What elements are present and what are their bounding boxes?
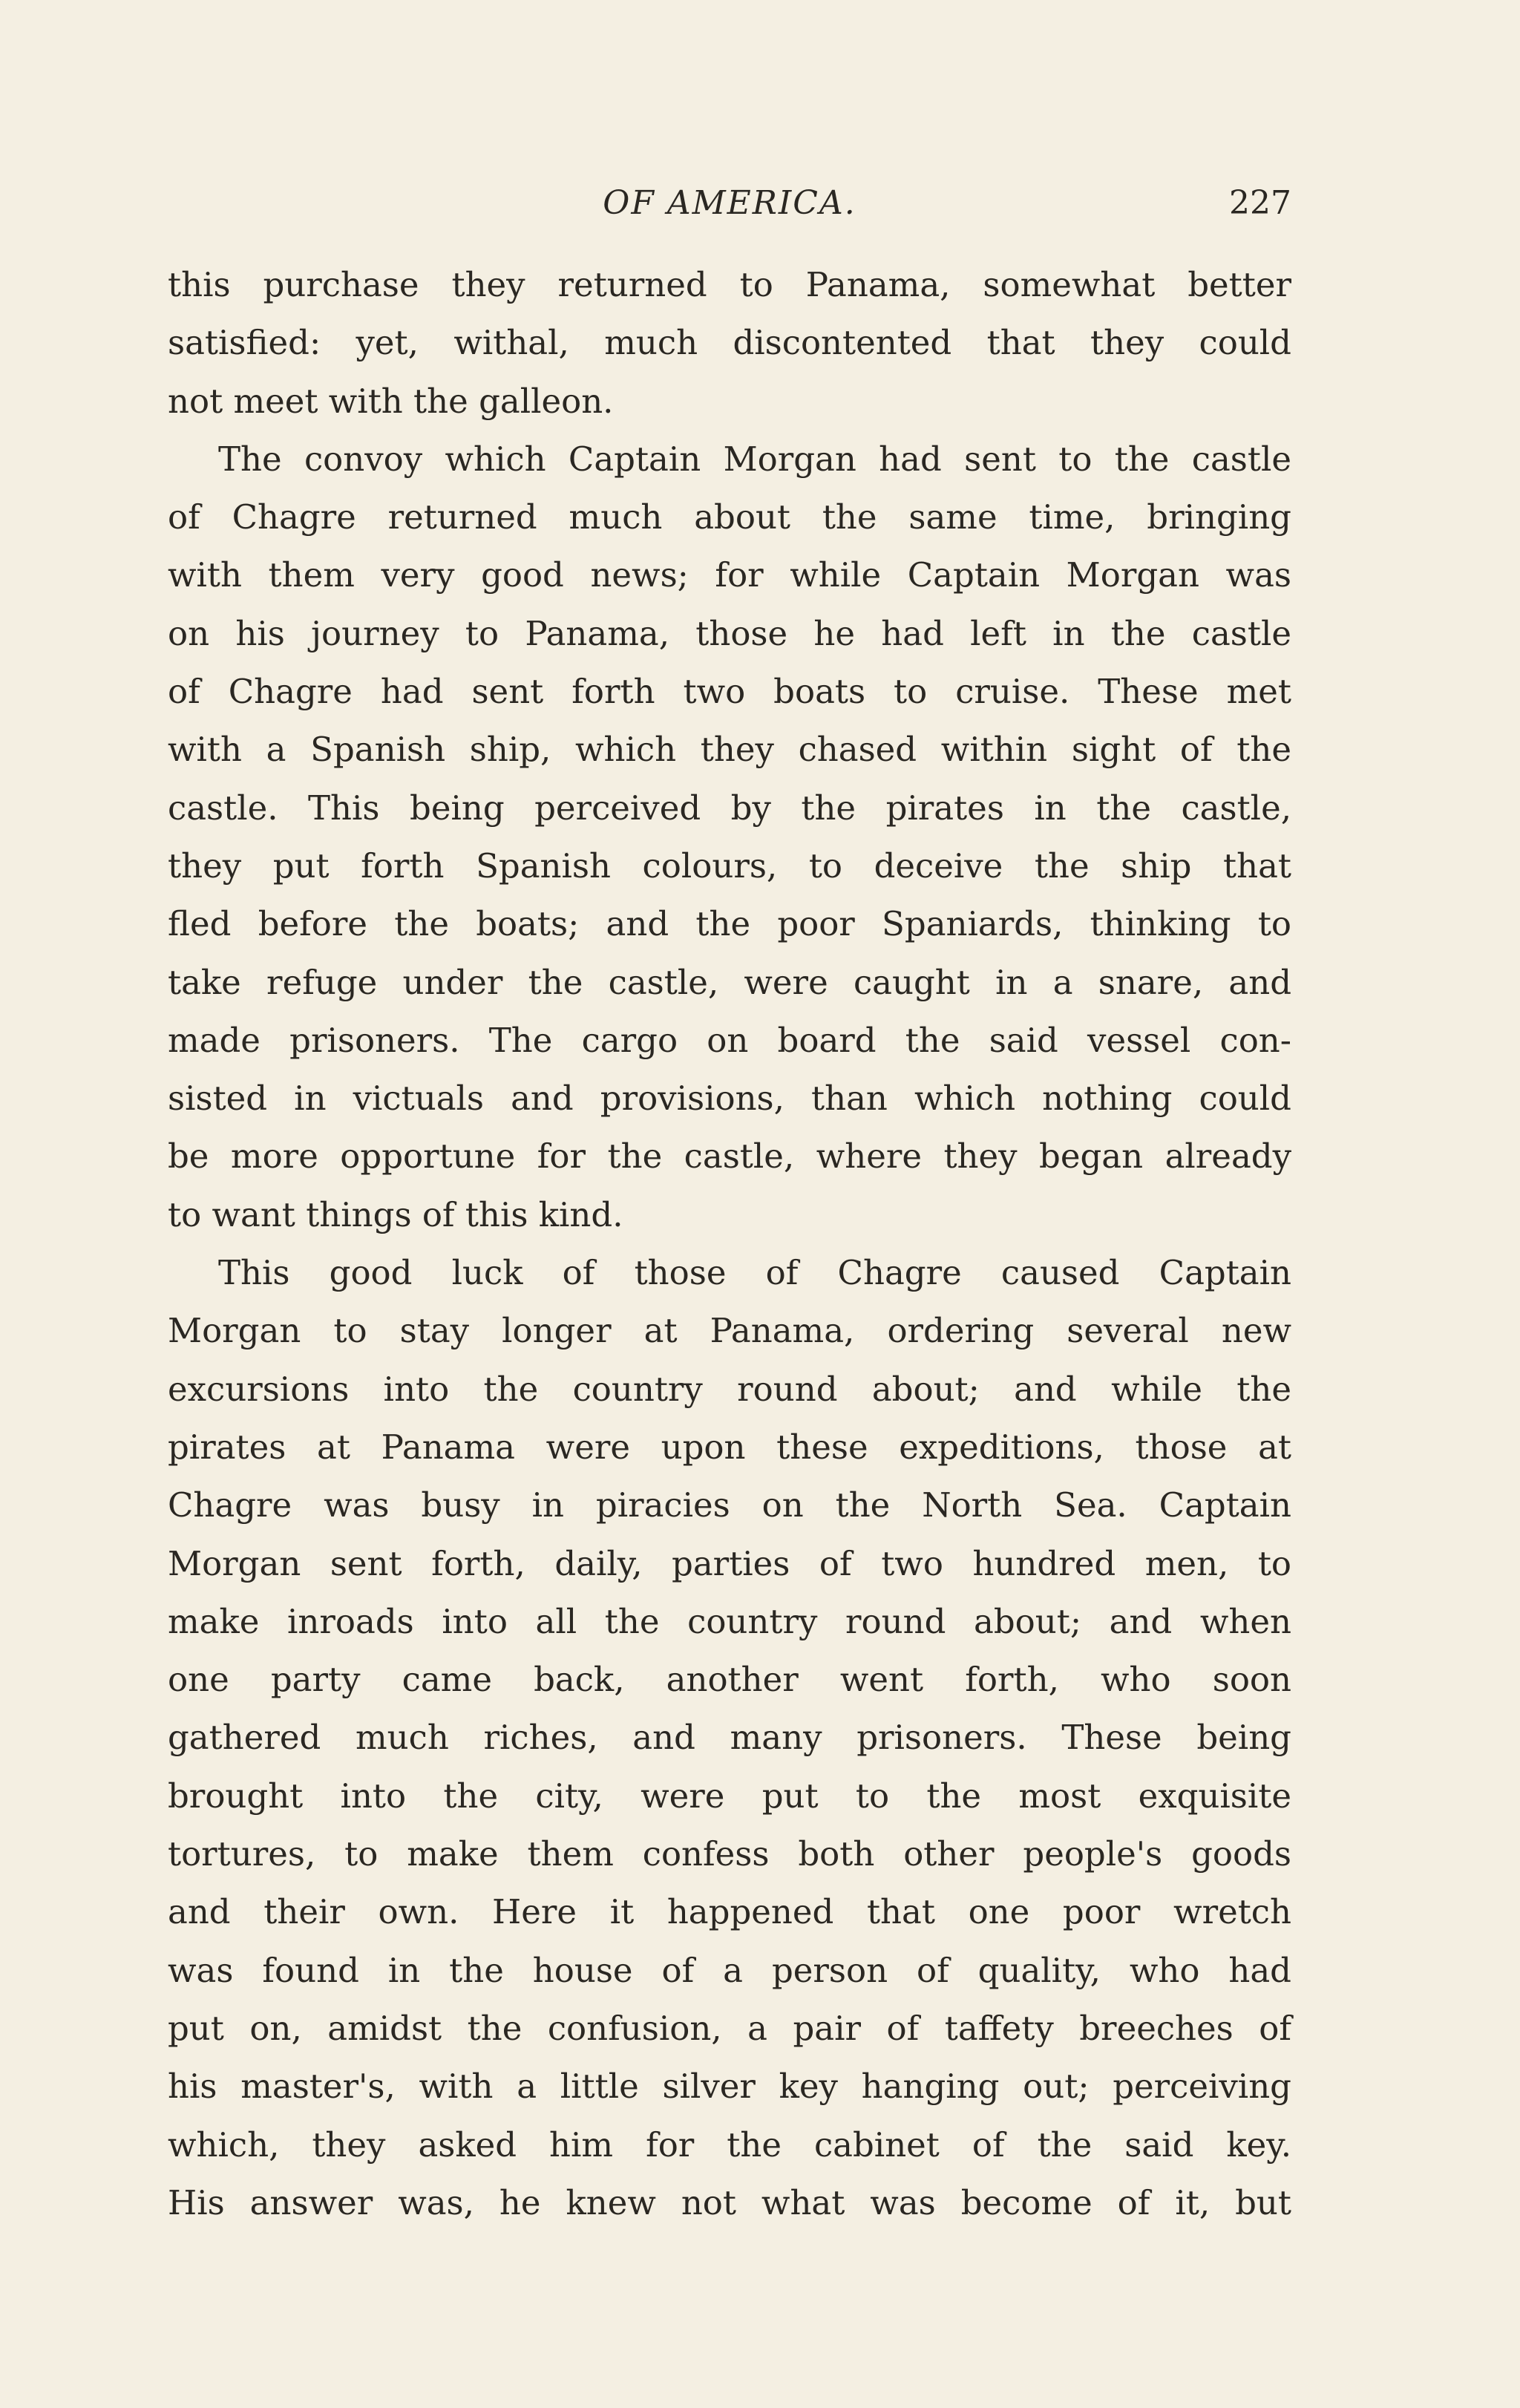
- text-line: Morgan sent forth, daily, parties of two hundred men, to: [168, 1543, 1291, 1583]
- paragraph-3: [168, 1244, 1291, 2232]
- text-line: to want things of this kind.: [168, 1194, 623, 1234]
- text-line: satisfied: yet, withal, much discontented that they could: [168, 323, 1291, 363]
- text-line: of Chagre had sent forth two boats to cruise. These met: [168, 672, 1291, 712]
- text-line: This good luck of those of Chagre caused Captain: [218, 1253, 1291, 1293]
- page-header: [168, 180, 1291, 224]
- paragraph-2: [168, 431, 1291, 1244]
- text-line: pirates at Panama were upon these expeditions, those at: [168, 1427, 1291, 1467]
- text-line: they put forth Spanish colours, to deceive the ship that: [168, 845, 1291, 886]
- paragraph-1: [168, 256, 1291, 431]
- page-number: 227: [1229, 184, 1291, 222]
- text-line: was found in the house of a person of quality, who had: [168, 1950, 1291, 1990]
- text-line: gathered much riches, and many prisoners. These being: [168, 1718, 1291, 1758]
- text-line: on his journey to Panama, those he had left in the castle: [168, 613, 1291, 653]
- text-line: Chagre was busy in piracies on the North Sea. Captain: [168, 1485, 1291, 1525]
- text-line: his master's, with a little silver key hanging out; perceiving: [168, 2067, 1291, 2107]
- text-line: with them very good news; for while Captain Morgan was: [168, 555, 1291, 595]
- running-head: OF AMERICA.: [603, 184, 856, 222]
- text-line: not meet with the galleon.: [168, 381, 614, 421]
- text-line: this purchase they returned to Panama, somewhat better: [168, 265, 1291, 304]
- text-line: make inroads into all the country round about; and when: [168, 1601, 1291, 1641]
- text-line: tortures, to make them confess both other people's goods: [168, 1834, 1291, 1874]
- text-line: of Chagre returned much about the same time, bringing: [168, 497, 1291, 537]
- text-line: put on, amidst the confusion, a pair of taffety breeches of: [168, 2008, 1291, 2048]
- text-line: take refuge under the castle, were caught in a snare, and: [168, 962, 1291, 1002]
- text-line: and their own. Here it happened that one poor wretch: [168, 1892, 1291, 1932]
- text-line: excursions into the country round about; and while the: [168, 1369, 1291, 1409]
- text-line: one party came back, another went forth, who soon: [168, 1660, 1291, 1700]
- text-line: be more opportune for the castle, where they began already: [168, 1136, 1291, 1177]
- text-line: brought into the city, were put to the most exquisite: [168, 1776, 1291, 1816]
- text-line: fled before the boats; and the poor Spaniards, thinking to: [168, 904, 1291, 944]
- text-line: The convoy which Captain Morgan had sent to the castle: [218, 439, 1291, 479]
- text-line: which, they asked him for the cabinet of the said key.: [168, 2124, 1291, 2165]
- text-line: sisted in victuals and provisions, than which nothing could: [168, 1079, 1291, 1119]
- text-line: His answer was, he knew not what was become of it, but: [168, 2182, 1291, 2222]
- text-line: with a Spanish ship, which they chased within sight of the: [168, 730, 1291, 770]
- text-line: made prisoners. The cargo on board the said vessel con-: [168, 1020, 1291, 1060]
- text-line: Morgan to stay longer at Panama, ordering several new: [168, 1311, 1291, 1351]
- text-line: castle. This being perceived by the pirates in the castle,: [168, 788, 1291, 828]
- body-text: [168, 256, 1291, 2232]
